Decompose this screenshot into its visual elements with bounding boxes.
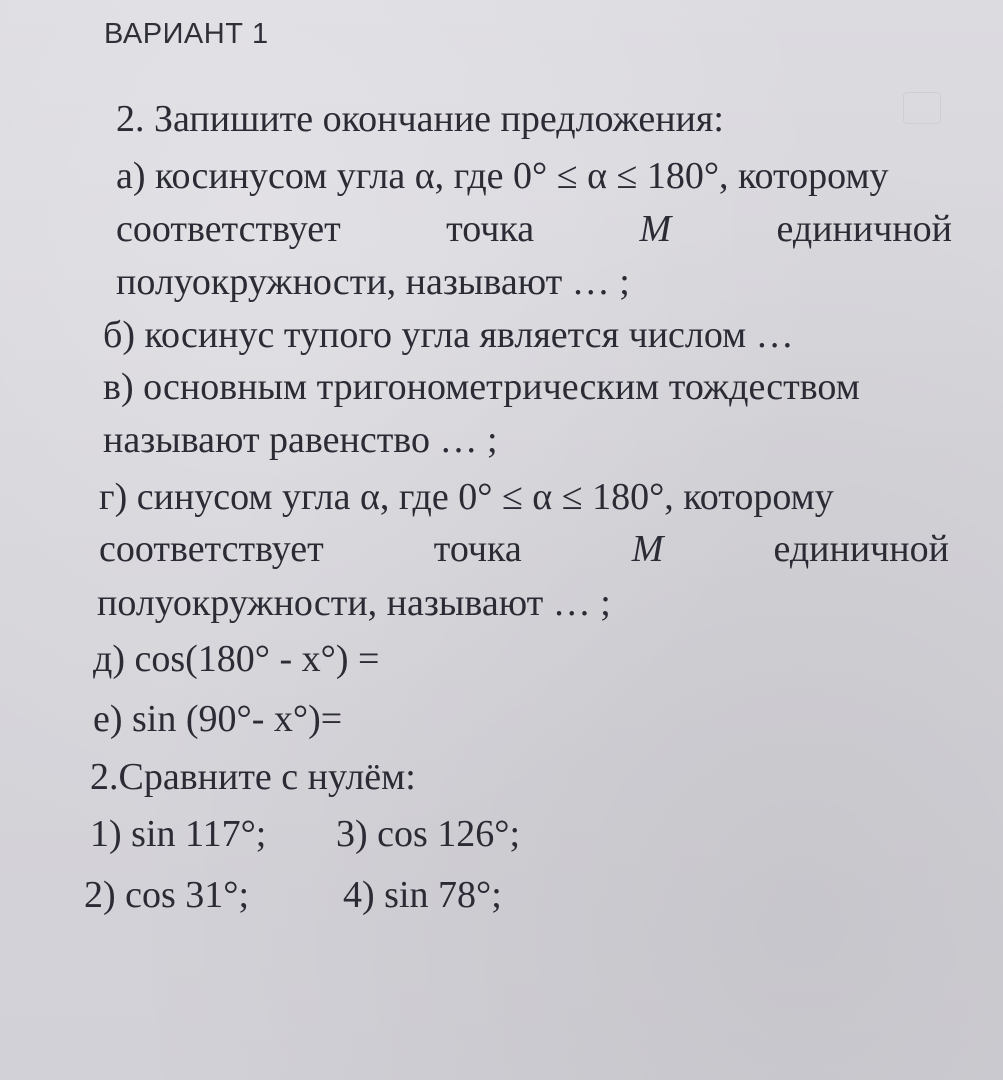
word-unit: единичной — [773, 528, 949, 570]
word-point: точка — [433, 528, 522, 570]
item-e: е) sin (90°- x°)= — [93, 698, 343, 740]
variant-heading: ВАРИАНТ 1 — [104, 18, 269, 50]
compare-item-3: 3) cos 126°; — [336, 813, 521, 855]
word-unit: единичной — [776, 208, 952, 250]
item-a-line-2 — [116, 210, 952, 248]
point-label-m: M — [631, 528, 664, 570]
word-point: точка — [446, 208, 535, 250]
item-v-line-1: в) основным тригонометрическим тождеством — [103, 366, 860, 408]
compare-item-1: 1) sin 117°; — [90, 813, 267, 855]
compare-row-2 — [0, 876, 1003, 921]
task-1-title: 2. Запишите окончание предложения: — [116, 98, 724, 140]
compare-row-1 — [0, 815, 1003, 860]
item-b: б) косинус тупого угла является числом … — [103, 314, 794, 356]
compare-item-2: 2) cos 31°; — [84, 874, 250, 916]
item-a-line-3: полуокружности, называют … ; — [116, 261, 630, 303]
item-g-line-3: полуокружности, называют … ; — [97, 582, 611, 624]
task-2-title: 2.Сравните с нулём: — [90, 756, 416, 798]
item-g-line-2 — [99, 530, 949, 568]
item-v-line-2: называют равенство … ; — [103, 419, 498, 461]
item-a-line-1: а) косинусом угла α, где 0° ≤ α ≤ 180°, которому — [116, 155, 889, 197]
word-corresponds: соответствует — [99, 528, 324, 570]
compare-item-4: 4) sin 78°; — [343, 874, 502, 916]
item-d: д) cos(180° - x°) = — [93, 638, 380, 680]
word-corresponds: соответствует — [116, 208, 341, 250]
faded-stamp-mark — [903, 92, 941, 124]
item-g-line-1: г) синусом угла α, где 0° ≤ α ≤ 180°, которому — [99, 476, 834, 518]
point-label-m: M — [639, 208, 672, 250]
